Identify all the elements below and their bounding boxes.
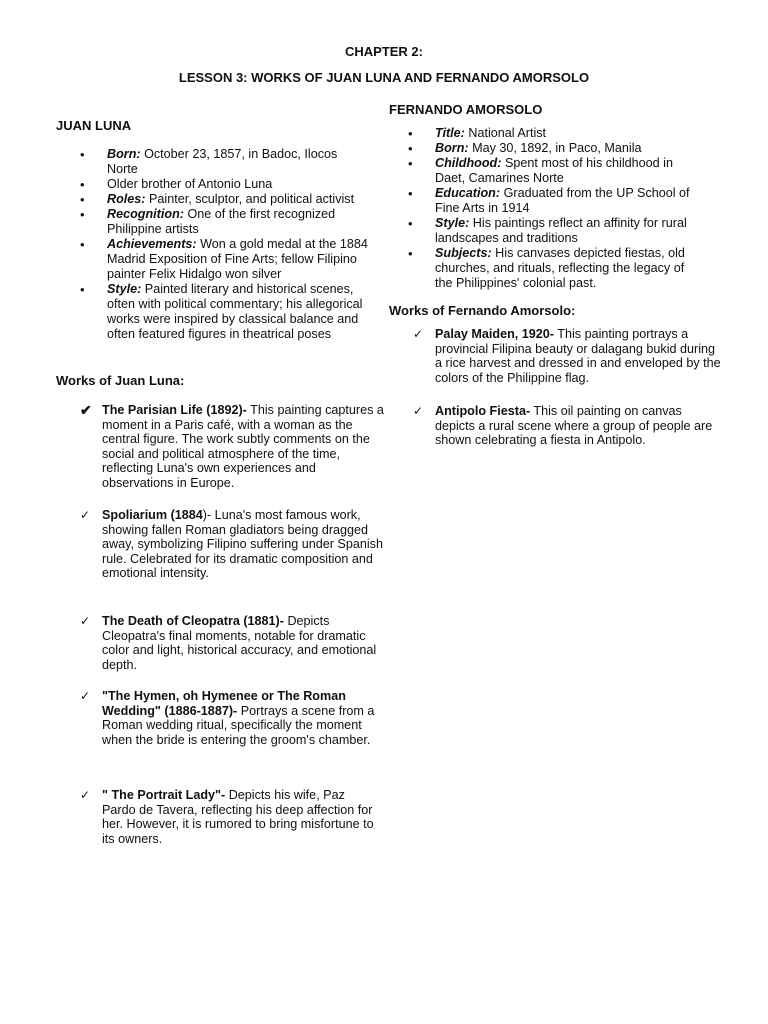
chapter-title: CHAPTER 2: [344, 44, 423, 59]
work-title: The Parisian Life (1892)- [102, 403, 247, 417]
work-title: Spoliarium (1884 [102, 508, 203, 522]
fact-label: Born: [107, 147, 141, 161]
luna-facts-list [80, 147, 370, 342]
amorsolo-facts-list [408, 126, 703, 291]
luna-work-item [80, 614, 380, 672]
fact-label: Achievements: [107, 237, 197, 251]
fact-text: Won a gold medal at the 1884 Madrid Exposition of Fine Arts; fellow Filipino painter Felix Hidalgo won silver [107, 237, 368, 281]
fact-label: Childhood: [435, 156, 502, 170]
check-icon: ✓ [413, 404, 424, 418]
amorsolo-work-item [413, 327, 725, 385]
fact-label: Style: [435, 216, 470, 230]
work-title: Palay Maiden, 1920- [435, 327, 555, 341]
work-title: The Death of Cleopatra (1881)- [102, 614, 284, 628]
luna-work-item [80, 403, 387, 490]
list-item [408, 246, 703, 291]
check-icon: ✓ [80, 788, 91, 802]
list-item [408, 141, 703, 156]
fact-text: One of the first recognized Philippine artists [107, 207, 336, 236]
luna-work-item [80, 689, 380, 747]
fact-text: October 23, 1857, in Badoc, Ilocos Norte [107, 147, 338, 176]
check-icon: ✓ [413, 327, 424, 341]
list-item [80, 177, 370, 192]
list-item [408, 156, 703, 186]
work-title: Antipolo Fiesta- [435, 404, 531, 418]
fact-label: Recognition: [107, 207, 184, 221]
work-title: " The Portrait Lady"- [102, 788, 226, 802]
fact-text: Older brother of Antonio Luna [107, 177, 273, 191]
luna-heading: JUAN LUNA [56, 118, 132, 133]
fact-label: Style: [107, 282, 142, 296]
fact-text: Graduated from the UP School of Fine Arts in 1914 [435, 186, 690, 215]
list-item [408, 216, 703, 246]
luna-work-item [80, 508, 387, 581]
luna-works-heading: Works of Juan Luna: [56, 373, 185, 388]
work-text: )- Luna's most famous work, showing fallen Roman gladiators being dragged away, symbolizing Filipino suffering under Spanish rule. Celebrated for its dramatic composition and emotional intensity. [102, 508, 383, 580]
list-item [408, 186, 703, 216]
work-text: This oil painting on canvas depicts a rural scene where a group of people are shown celebrating a fiesta in Antipolo. [435, 404, 713, 447]
list-item [80, 207, 370, 237]
fact-text: National Artist [464, 126, 547, 140]
check-icon: ✔ [80, 402, 92, 418]
check-icon: ✓ [80, 614, 91, 628]
fact-label: Roles: [107, 192, 146, 206]
fact-label: Born: [435, 141, 469, 155]
fact-text: Spent most of his childhood in Daet, Camarines Norte [435, 156, 673, 185]
amorsolo-heading: FERNANDO AMORSOLO [389, 102, 543, 117]
luna-work-item [80, 788, 380, 846]
fact-text: May 30, 1892, in Paco, Manila [468, 141, 642, 155]
work-text: Portrays a scene from a Roman wedding ritual, specifically the moment when the bride is entering the groom's chamber. [102, 703, 375, 747]
work-text: This painting portrays a provincial Filipina beauty or dalagang bukid during a rice harvest and dressed in and enveloped by the colors of the Philippine flag. [435, 327, 721, 385]
amorsolo-works-heading: Works of Fernando Amorsolo: [389, 303, 576, 318]
fact-label: Subjects: [435, 246, 492, 260]
fact-label: Title: [435, 126, 465, 140]
work-text: Depicts his wife, Paz Pardo de Tavera, reflecting his deep affection for her. However, it is rumored to bring misfortune to its owners. [102, 788, 374, 846]
list-item [408, 126, 703, 141]
list-item [80, 237, 370, 282]
check-icon: ✓ [80, 689, 91, 703]
work-text: Depicts Cleopatra's final moments, notable for dramatic color and light, historical accuracy, and emotional depth. [102, 614, 377, 672]
fact-text: His paintings reflect an affinity for rural landscapes and traditions [435, 216, 687, 245]
fact-text: His canvases depicted fiestas, old churches, and rituals, reflecting the legacy of the Philippines' colonial past. [435, 246, 685, 290]
lesson-title: LESSON 3: WORKS OF JUAN LUNA AND FERNANDO AMORSOLO [178, 70, 590, 85]
list-item [80, 147, 370, 177]
work-title: "The Hymen, oh Hymenee or The Roman Wedding" (1886-1887)- [102, 689, 346, 718]
fact-label: Education: [435, 186, 501, 200]
work-text: This painting captures a moment in a Paris café, with a woman as the central figure. The work subtly comments on the social and political atmosphere of the time, reflecting Luna's own experiences and observations in Europe. [102, 403, 384, 490]
list-item [80, 192, 370, 207]
fact-text: Painted literary and historical scenes, often with political commentary; his allegorical works were inspired by classical balance and often featured figures in theatrical poses [107, 282, 363, 341]
fact-text: Painter, sculptor, and political activist [145, 192, 355, 206]
list-item [80, 282, 370, 342]
amorsolo-work-item [413, 404, 725, 448]
check-icon: ✓ [80, 508, 91, 522]
